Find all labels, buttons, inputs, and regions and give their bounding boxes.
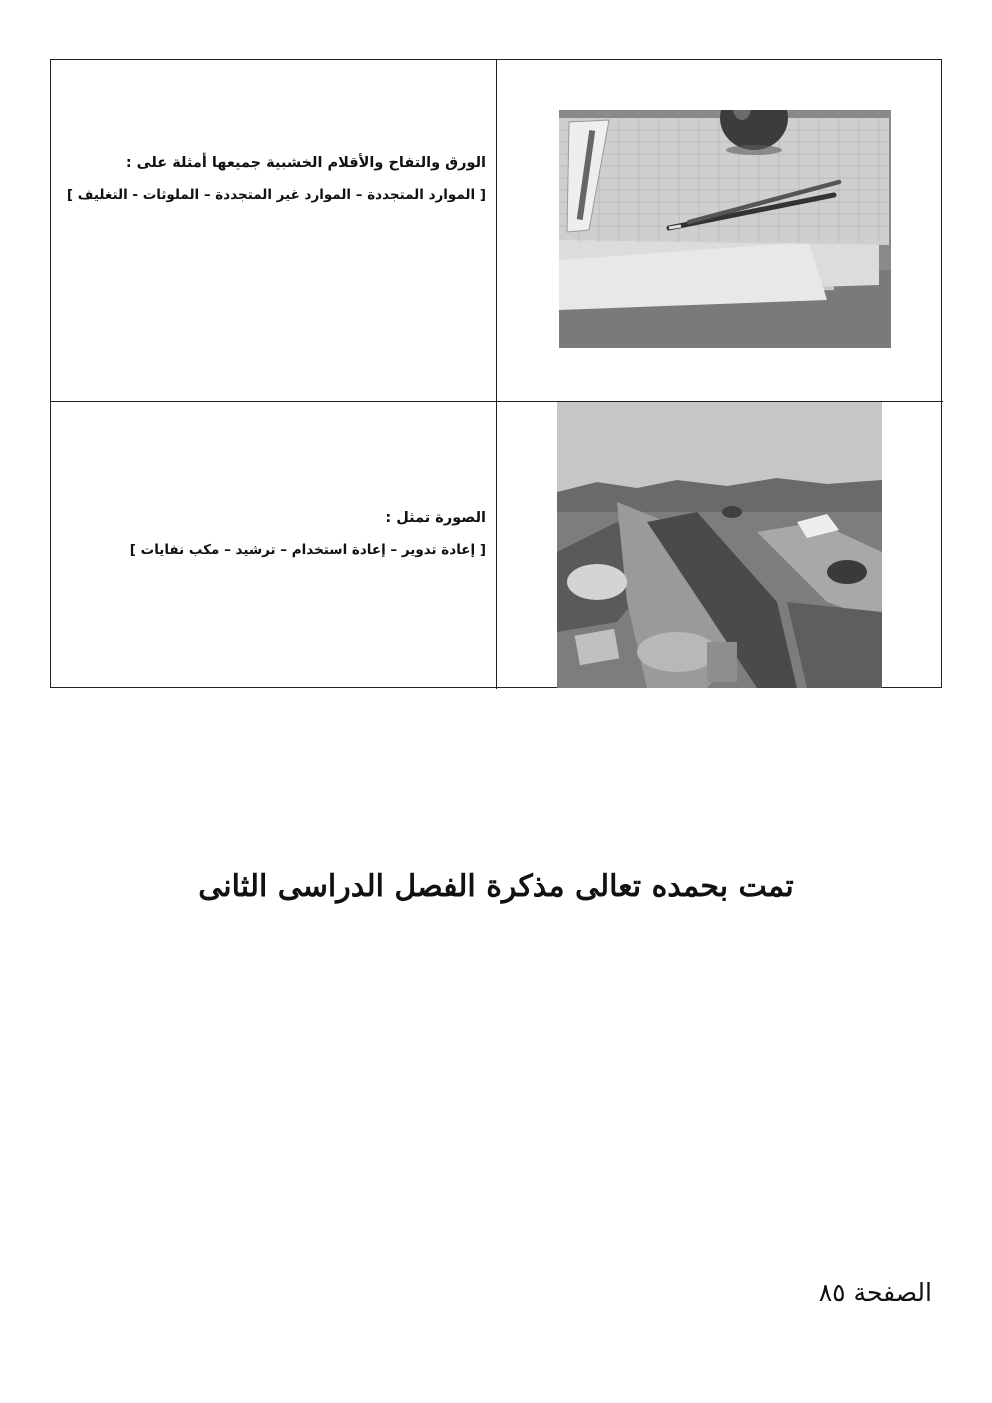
page-number: الصفحة ٨٥ bbox=[818, 1278, 932, 1307]
question-2 bbox=[61, 507, 486, 561]
closing-title: تمت بحمده تعالى مذكرة الفصل الدراسى الثانى bbox=[198, 869, 794, 904]
questions-table bbox=[50, 59, 942, 688]
question-1-options: [ الموارد المتجددة – الموارد غير المتجددة – الملوثات - التغليف ] bbox=[66, 187, 486, 203]
question-1-image-cell bbox=[497, 60, 943, 402]
question-2-image-cell bbox=[497, 402, 943, 689]
paper-apple-pencils-photo bbox=[559, 110, 891, 348]
question-2-stem: الصورة تمثل : bbox=[385, 510, 486, 526]
question-2-cell bbox=[51, 402, 497, 689]
question-1-cell bbox=[51, 60, 497, 402]
question-1-stem: الورق والتفاح والأقلام الخشبية جميعها أمثلة على : bbox=[125, 155, 486, 171]
question-1 bbox=[61, 152, 486, 206]
question-2-options: [ إعادة تدوير – إعادة استخدام – ترشيد – مكب نفايات ] bbox=[129, 542, 486, 558]
landfill-photo bbox=[557, 402, 882, 688]
